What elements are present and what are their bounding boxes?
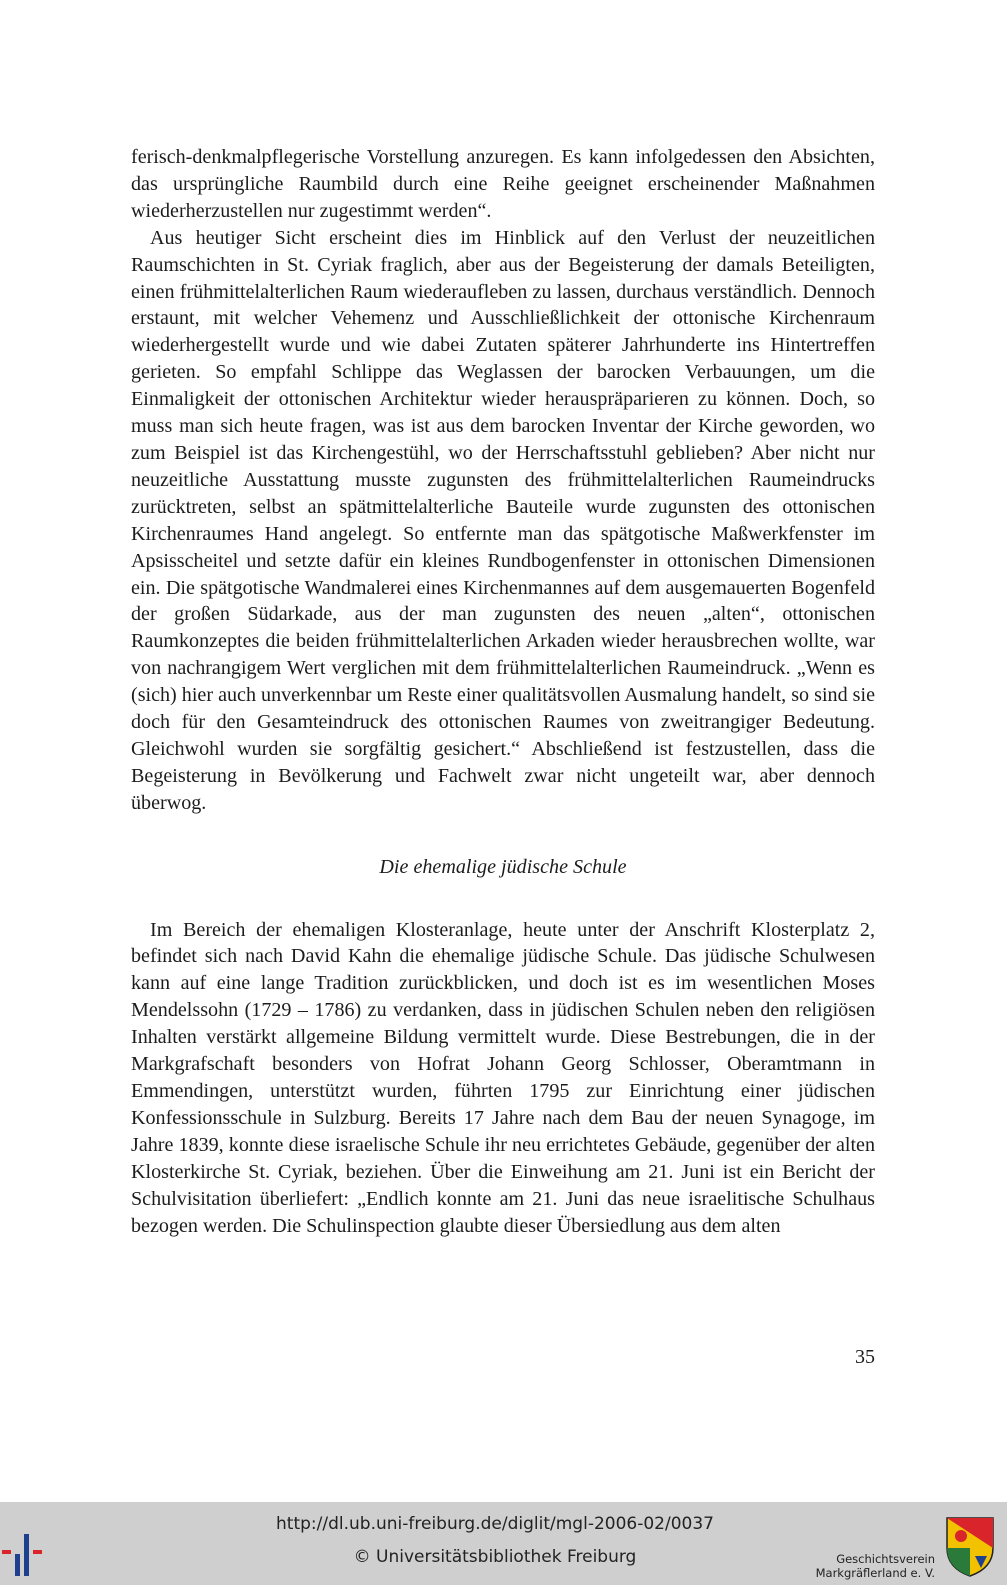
university-library-logo-icon xyxy=(0,1530,70,1580)
page-text xyxy=(131,144,875,1239)
paragraph-continued: ferisch-denkmalpflegerische Vorstellung anzuregen. Es kann infolgedessen den Absichten, das ursprüngliche Raumbild durch eine Reihe geeignet erscheinender Maßnahmen wiederherzustellen nur zugestimmt werden“. xyxy=(131,146,875,222)
footer-url-link[interactable]: http://dl.ub.uni-freiburg.de/diglit/mgl-2006-02/0037 xyxy=(276,1514,714,1534)
page-number: 35 xyxy=(855,1346,875,1368)
paragraph-restoration: Aus heutiger Sicht erscheint dies im Hinblick auf den Verlust der neuzeitlichen Raumschichten in St. Cyriak fraglich, aber aus der Begeisterung der damals Beteiligten, einen frühmittelalterlichen Raum wiederaufleben zu lassen, durchaus verständlich. Dennoch erstaunt, mit welcher Vehemenz und Ausschließlichkeit der ottonische Kirchenraum wiederhergestellt wurde und wie dabei Zutaten späterer Jahrhunderte ins Hintertreffen gerieten. So empfahl Schlippe das Weglassen der barocken Verbauungen, um die Einmaligkeit der ottonischen Architektur wieder herauspräparieren zu können. Doch, so muss man sich heute fragen, was ist aus dem barocken Inventar der Kirche geworden, wo zum Beispiel ist das Kirchengestühl, wo der Herrschaftsstuhl geblieben? Aber nicht nur neuzeitliche Ausstattung musste zugunsten des frühmittelalterlichen Raumeindrucks zurücktreten, selbst an spätmittelalterliche Bauteile wurde zugunsten des ottonischen Kirchenraumes Hand angelegt. So entfernte man das spätgotische Maßwerkfenster im Apsisscheitel und setzte dafür ein kleines Rundbogenfenster in ottonischen Dimensionen ein. Die spätgotische Wandmalerei eines Kirchenmannes auf dem ausgemauerten Bogenfeld der großen Südarkade, aus der man zugunsten des neuen „alten“, ottonischen Raumkonzeptes die beiden frühmittelalterlichen Arkaden wieder herausbrechen wollte, war von nachrangigem Wert verglichen mit dem frühmittelalterlichen Raumeindruck. „Wenn es (sich) hier auch unverkennbar um Reste einer qualitätsvollen Ausmalung handelt, so sind sie doch für den Gesamteindruck des ottonischen Raumes von zweitrangiger Bedeutung. Gleichwohl wurden sie sorgfältig gesichert.“ Abschließend ist festzustellen, dass die Begeisterung in Bevölkerung und Fachwelt zwar nicht ungeteilt war, aber dennoch überwog. xyxy=(131,226,875,814)
society-name xyxy=(816,1552,935,1580)
section-heading: Die ehemalige jüdische Schule xyxy=(379,855,627,878)
society-name-line1: Geschichtsverein xyxy=(836,1552,935,1566)
footer-copyright: © Universitätsbibliothek Freiburg xyxy=(353,1547,637,1567)
society-name-line2: Markgräflerland e. V. xyxy=(815,1566,935,1580)
paragraph-jewish-school: Im Bereich der ehemaligen Klosteranlage, heute unter der Anschrift Klosterplatz 2, befindet sich nach David Kahn die ehemalige jüdische Schule. Das jüdische Schulwesen kann auf eine lange Tradition zurückblicken, und doch ist es im wesentlichen Moses Mendelssohn (1729 – 1786) zu verdanken, dass in jüdischen Schulen neben den religiösen Inhalten verstärkt allgemeine Bildung vermittelt wurde. Diese Bestrebungen, die in der Markgrafschaft besonders von Hofrat Johann Georg Schlosser, Oberamtmann in Emmendingen, unterstützt wurden, führten 1795 zur Einrichtung einer jüdischen Konfessionsschule in Sulzburg. Bereits 17 Jahre nach dem Bau der neuen Synagoge, im Jahre 1839, konnte diese israelische Schule ihr neu errichtetes Gebäude, gegenüber der alten Klosterkirche St. Cyriak, beziehen. Über die Einweihung am 21. Juni ist ein Bericht der Schulvisitation überliefert: „Endlich konnte am 21. Juni das neue israelitische Schulhaus bezogen werden. Die Schulinspection glaubte dieser Übersiedlung aus dem alten xyxy=(131,918,875,1237)
footer-bar xyxy=(0,1502,1007,1585)
coat-of-arms-icon xyxy=(945,1516,995,1578)
